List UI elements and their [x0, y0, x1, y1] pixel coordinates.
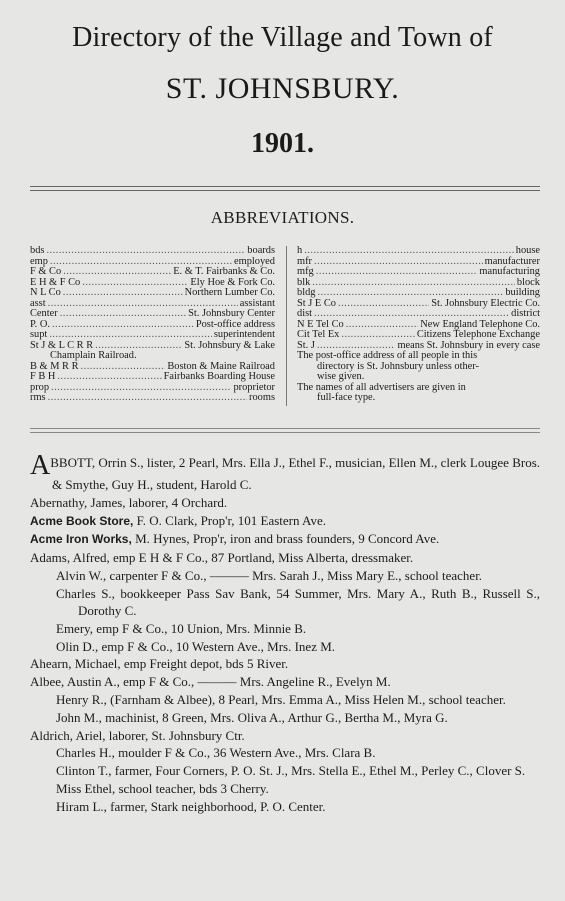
abbr-row: N E Tel Co ..... New England Telephone Co.: [297, 320, 540, 331]
directory-entry: Miss Ethel, school teacher, bds 3 Cherry.: [56, 780, 269, 796]
directory-entry: Emery, emp F & Co., 10 Union, Mrs. Minnie B.: [56, 620, 307, 636]
directory-entry: Clinton T., farmer, Four Corners, P. O. St. J., Mrs. Stella E., Ethel M., Perley C., Clover S.: [56, 763, 526, 779]
abbr-row: h ..... house: [297, 246, 540, 257]
abbr-row: emp ..... employed: [30, 257, 275, 268]
directory-entry: Hiram L., farmer, Stark neighborhood, P. O. Center.: [56, 798, 326, 814]
rule: [30, 186, 540, 187]
abbr-row: Center ..... St. Johnsbury Center: [30, 309, 275, 320]
abbr-row: bds ..... boards: [30, 246, 275, 257]
abbr-row: Cit Tel Ex ..... Citizens Telephone Exchange: [297, 330, 540, 341]
abbr-row: dist ..... district: [297, 309, 540, 320]
abbreviations-right-column: [297, 246, 540, 404]
rule: [30, 428, 540, 429]
directory-entry: Acme Iron Works, M. Hynes, Prop'r, iron and brass founders, 9 Concord Ave.: [30, 531, 440, 547]
abbr-note: wise given.: [317, 371, 365, 382]
abbr-note: The names of all advertisers are given in: [297, 381, 466, 393]
abbr-note: The post-office address of all people in this: [297, 350, 478, 361]
directory-entry: Charles H., moulder F & Co., 36 Western Ave., Mrs. Clara B.: [56, 745, 376, 761]
directory-entry: Henry R., (Farnham & Albee), 8 Pearl, Mrs. Emma A., Miss Helen M., school teacher.: [56, 691, 506, 707]
rule: [30, 190, 540, 191]
abbr-row: P. O. ..... Post-office address: [30, 320, 275, 331]
drop-cap: A: [30, 450, 51, 481]
abbr-note: full-face type.: [317, 392, 376, 403]
abbr-row: rms ..... rooms: [30, 393, 275, 404]
abbr-row: mfr ..... manufacturer: [297, 257, 540, 268]
abbreviations-left-column: [30, 246, 275, 404]
directory-entry: Charles S., bookkeeper Pass Sav Bank, 54 Summer, Mrs. Mary A., Ruth B., Russell S., Dorothy C.: [56, 585, 540, 618]
directory-entry: Acme Book Store, F. O. Clark, Prop'r, 101 Eastern Ave.: [30, 512, 326, 528]
page-title-line1: Directory of the Village and Town of: [72, 22, 493, 53]
abbr-row: St J E Co ..... St. Johnsbury Electric Co.: [297, 299, 540, 310]
abbr-row: N L Co ..... Northern Lumber Co.: [30, 288, 275, 299]
abbr-row: F B H ..... Fairbanks Boarding House: [30, 372, 275, 383]
abbr-note: directory is St. Johnsbury unless other-: [317, 360, 479, 372]
abbr-row: E H & F Co ..... Ely Hoe & Fork Co.: [30, 278, 275, 289]
abbr-row: F & Co ..... E. & T. Fairbanks & Co.: [30, 267, 275, 278]
abbr-row: asst ..... assistant: [30, 299, 275, 310]
abbr-row: St J & L C R R ..... St. Johnsbury & Lake: [30, 341, 275, 352]
directory-entry: Adams, Alfred, emp E H & F Co., 87 Portland, Miss Alberta, dressmaker.: [30, 550, 414, 566]
directory-entry: Olin D., emp F & Co., 10 Western Ave., Mrs. Inez M.: [56, 638, 336, 654]
directory-listing: [30, 450, 540, 815]
directory-entry: John M., machinist, 8 Green, Mrs. Oliva A., Arthur G., Bertha M., Myra G.: [56, 709, 448, 725]
directory-entry: Alvin W., carpenter F & Co., ——— Mrs. Sarah J., Miss Mary E., school teacher.: [56, 567, 483, 583]
directory-entry: ABBOTT, Orrin S., lister, 2 Pearl, Mrs. Ella J., Ethel F., musician, Ellen M., clerk Lougee Bros. & Smythe, Guy H., student, Harold C.: [30, 450, 540, 492]
rule: [30, 432, 540, 433]
page-title-year: 1901.: [251, 128, 314, 159]
directory-entry: Abernathy, James, laborer, 4 Orchard.: [30, 494, 228, 510]
abbr-row: B & M R R ..... Boston & Maine Railroad: [30, 362, 275, 373]
abbr-row: mfg ..... manufacturing: [297, 267, 540, 278]
abbr-row: supt ..... superintendent: [30, 330, 275, 341]
directory-entry: Ahearn, Michael, emp Freight depot, bds 5 River.: [30, 656, 289, 672]
abbr-row: prop ..... proprietor: [30, 383, 275, 394]
advertiser-name: Acme Book Store,: [30, 513, 134, 528]
abbr-row: blk ..... block: [297, 278, 540, 289]
advertiser-name: Acme Iron Works,: [30, 532, 132, 547]
column-divider: [286, 246, 287, 406]
abbr-continuation: Champlain Railroad.: [50, 350, 137, 361]
abbr-row: bldg ..... building: [297, 288, 540, 299]
page-title-town: ST. JOHNSBURY.: [165, 72, 400, 105]
abbr-row: St. J ..... means St. Johnsbury in every case: [297, 341, 540, 352]
abbreviations-heading: ABBREVIATIONS.: [210, 208, 355, 227]
directory-entry: Albee, Austin A., emp F & Co., ——— Mrs. Angeline R., Evelyn M.: [30, 674, 391, 690]
directory-entry: Aldrich, Ariel, laborer, St. Johnsbury Ctr.: [30, 727, 245, 743]
